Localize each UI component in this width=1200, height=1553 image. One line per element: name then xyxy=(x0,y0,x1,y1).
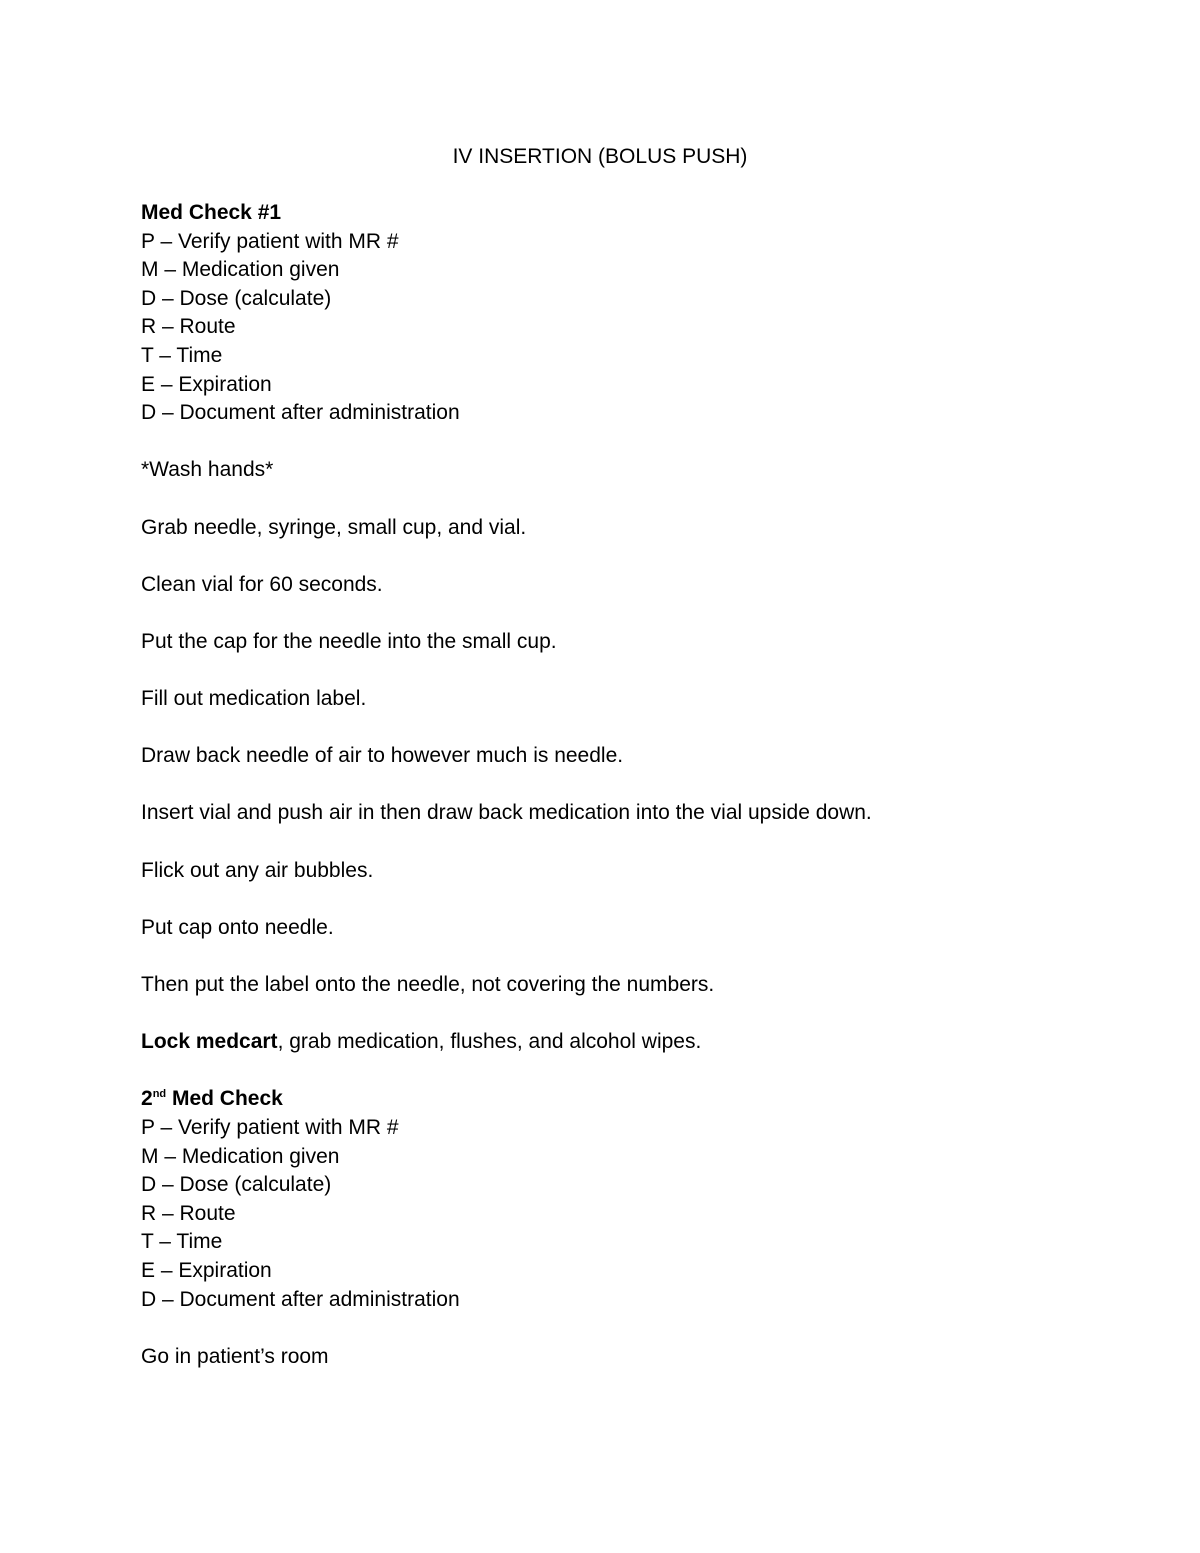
lock-medcart-rest: , grab medication, flushes, and alcohol wipes. xyxy=(277,1030,702,1054)
med-check-2-heading-ordinal: nd xyxy=(152,1088,167,1101)
step-wash-hands: *Wash hands* xyxy=(141,458,274,482)
step-go-to-room: Go in patient’s room xyxy=(141,1344,329,1368)
med-check-2-item: P – Verify patient with MR # xyxy=(141,1116,399,1139)
med-check-1-item: R – Route xyxy=(141,315,236,339)
step-cap-into-cup: Put the cap for the needle into the small cup. xyxy=(141,629,557,653)
step-flick-bubbles: Flick out any air bubbles. xyxy=(141,858,374,882)
med-check-2-item: T – Time xyxy=(141,1230,223,1254)
med-check-1-item: D – Dose (calculate) xyxy=(141,286,332,310)
med-check-2-heading-text: Med Check xyxy=(166,1087,283,1111)
document-title: IV INSERTION (BOLUS PUSH) xyxy=(452,145,748,168)
step-lock-medcart xyxy=(141,1028,1101,1057)
med-check-2-item: D – Document after administration xyxy=(141,1287,460,1311)
med-check-2-heading-number: 2 xyxy=(141,1087,153,1111)
step-grab-supplies: Grab needle, syringe, small cup, and vial. xyxy=(141,515,527,539)
med-check-1-heading: Med Check #1 xyxy=(141,201,282,224)
step-fill-label: Fill out medication label. xyxy=(141,687,367,711)
med-check-2-item: E – Expiration xyxy=(141,1258,272,1282)
document-body xyxy=(141,199,1101,1371)
med-check-1-item: E – Expiration xyxy=(141,372,272,396)
med-check-1-item: M – Medication given xyxy=(141,258,340,282)
step-insert-vial: Insert vial and push air in then draw back medication into the vial upside down. xyxy=(141,801,872,825)
med-check-1-item: P – Verify patient with MR # xyxy=(141,229,399,253)
lock-medcart-emphasis: Lock medcart xyxy=(141,1030,278,1054)
med-check-2-item: R – Route xyxy=(141,1201,236,1225)
med-check-1-item: D – Document after administration xyxy=(141,401,460,425)
step-apply-label: Then put the label onto the needle, not covering the numbers. xyxy=(141,973,715,997)
med-check-1-item: T – Time xyxy=(141,343,223,367)
med-check-2-item: M – Medication given xyxy=(141,1144,340,1168)
step-clean-vial: Clean vial for 60 seconds. xyxy=(141,572,383,596)
med-check-2-heading xyxy=(141,1085,1101,1114)
step-cap-needle: Put cap onto needle. xyxy=(141,915,334,939)
med-check-2-item: D – Dose (calculate) xyxy=(141,1173,332,1197)
step-draw-air: Draw back needle of air to however much is needle. xyxy=(141,744,624,768)
